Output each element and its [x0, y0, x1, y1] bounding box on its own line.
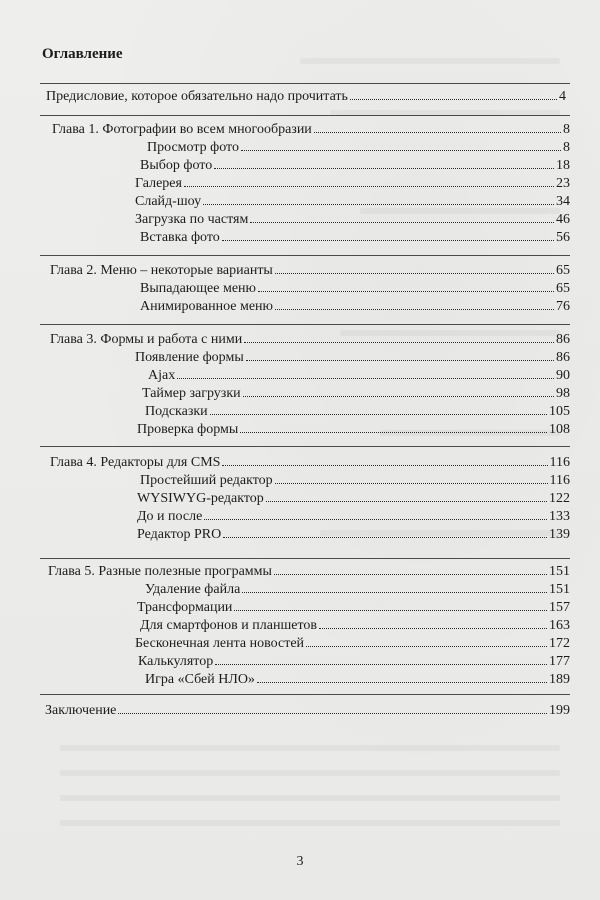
toc-entry-section[interactable]	[145, 403, 570, 420]
page-number: 3	[296, 854, 304, 869]
leader-dots	[203, 204, 554, 205]
toc-entry-title: Простейший редактор	[140, 473, 273, 488]
leader-dots	[243, 396, 554, 397]
toc-entry-section[interactable]	[140, 280, 570, 297]
toc-entry-page: 46	[556, 212, 570, 227]
toc-entry-section[interactable]	[137, 421, 570, 438]
toc-entry-page: 65	[556, 281, 570, 296]
toc-entry-page: 76	[556, 299, 570, 314]
toc-entry-section[interactable]	[135, 211, 570, 228]
toc-entry-title: Появление формы	[135, 350, 244, 365]
toc-entry-page: 18	[556, 158, 570, 173]
toc-entry-title: Глава 1. Фотографии во всем многообразии	[52, 122, 312, 137]
leader-dots	[275, 483, 548, 484]
toc-entry-page: 34	[556, 194, 570, 209]
leader-dots	[258, 291, 554, 292]
toc-entry-page: 98	[556, 386, 570, 401]
toc-entry-section[interactable]	[147, 139, 570, 156]
toc-entry-section[interactable]	[140, 157, 570, 174]
toc-entry-title: WYSIWYG-редактор	[137, 491, 264, 506]
toc-entry-page: 56	[556, 230, 570, 245]
toc-entry-page: 163	[549, 618, 570, 633]
toc-entry-title: Выпадающее меню	[140, 281, 256, 296]
toc-entry-page: 151	[549, 564, 570, 579]
toc-entry-title: Трансформации	[137, 600, 233, 615]
leader-dots	[266, 501, 547, 502]
toc-entry-preface[interactable]	[46, 88, 566, 105]
toc-entry-title: Игра «Сбей НЛО»	[145, 672, 255, 687]
leader-dots	[319, 628, 547, 629]
toc-entry-page: 189	[549, 672, 570, 687]
leader-dots	[215, 664, 547, 665]
leader-dots	[214, 168, 554, 169]
leader-dots	[350, 99, 557, 100]
toc-entry-title: Заключение	[45, 703, 117, 718]
leader-dots	[241, 150, 561, 151]
toc-entry-title: Проверка формы	[137, 422, 239, 437]
toc-entry-title: Вставка фото	[140, 230, 220, 245]
toc-entry-page: 4	[559, 89, 566, 104]
toc-entry-title: Редактор PRO	[137, 527, 222, 542]
leader-dots	[118, 713, 547, 714]
leader-dots	[222, 465, 547, 466]
leader-dots	[306, 646, 547, 647]
leader-dots	[275, 273, 554, 274]
toc-entry-page: 172	[549, 636, 570, 651]
toc-entry-section[interactable]	[137, 526, 570, 543]
toc-entry-section[interactable]	[135, 349, 570, 366]
toc-entry-title: Предисловие, которое обязательно надо прочитать	[46, 89, 348, 104]
toc-entry-section[interactable]	[140, 298, 570, 315]
leader-dots	[250, 222, 554, 223]
toc-entry-page: 8	[563, 122, 570, 137]
toc-entry-title: Глава 3. Формы и работа с ними	[50, 332, 243, 347]
toc-entry-page: 116	[549, 455, 570, 470]
toc-entry-title: Глава 5. Разные полезные программы	[48, 564, 272, 579]
toc-entry-section[interactable]	[145, 581, 570, 598]
toc-entry-page: 122	[549, 491, 570, 506]
toc-entry-title: Таймер загрузки	[142, 386, 241, 401]
toc-entry-section[interactable]	[138, 653, 570, 670]
toc-entry-chapter-1[interactable]	[52, 121, 570, 138]
leader-dots	[246, 360, 554, 361]
toc-entry-title: Глава 4. Редакторы для CMS	[50, 455, 221, 470]
leader-dots	[204, 519, 547, 520]
toc-entry-title: Ajax	[148, 368, 176, 383]
toc-entry-title: Бесконечная лента новостей	[135, 636, 305, 651]
leader-dots	[275, 309, 554, 310]
leader-dots	[210, 414, 547, 415]
leader-dots	[244, 342, 554, 343]
toc-entry-page: 65	[556, 263, 570, 278]
toc-entry-conclusion[interactable]	[45, 702, 570, 719]
toc-heading: Оглавление	[42, 46, 123, 62]
leader-dots	[240, 432, 547, 433]
toc-entry-chapter-4[interactable]	[50, 454, 570, 471]
toc-entry-chapter-5[interactable]	[48, 563, 570, 580]
toc-entry-title: Калькулятор	[138, 654, 214, 669]
toc-entry-page: 199	[549, 703, 570, 718]
toc-entry-section[interactable]	[135, 635, 570, 652]
toc-entry-title: Просмотр фото	[147, 140, 239, 155]
leader-dots	[242, 592, 547, 593]
toc-entry-chapter-3[interactable]	[50, 331, 570, 348]
toc-entry-section[interactable]	[135, 193, 570, 210]
leader-dots	[274, 574, 547, 575]
toc-entry-section[interactable]	[140, 617, 570, 634]
toc-entry-title: Выбор фото	[140, 158, 213, 173]
leader-dots	[177, 378, 554, 379]
leader-dots	[222, 240, 554, 241]
toc-entry-section[interactable]	[148, 367, 570, 384]
toc-entry-page: 86	[556, 332, 570, 347]
toc-entry-page: 108	[549, 422, 570, 437]
toc-entry-page: 157	[549, 600, 570, 615]
toc-entry-section[interactable]	[140, 229, 570, 246]
toc-entry-page: 151	[549, 582, 570, 597]
toc-entry-page: 86	[556, 350, 570, 365]
toc-entry-title: Глава 2. Меню – некоторые варианты	[50, 263, 273, 278]
toc-entry-page: 8	[563, 140, 570, 155]
toc-entry-page: 133	[549, 509, 570, 524]
toc-entry-title: Анимированное меню	[140, 299, 273, 314]
toc-entry-section[interactable]	[137, 508, 570, 525]
leader-dots	[223, 537, 547, 538]
leader-dots	[184, 186, 554, 187]
toc-entry-page: 23	[556, 176, 570, 191]
toc-entry-page: 177	[549, 654, 570, 669]
toc-entry-section[interactable]	[145, 671, 570, 688]
toc-entry-title: Загрузка по частям	[135, 212, 249, 227]
toc-entry-section[interactable]	[135, 175, 570, 192]
toc-entry-section[interactable]	[137, 490, 570, 507]
toc-entry-section[interactable]	[137, 599, 570, 616]
leader-dots	[257, 682, 547, 683]
toc-entry-page: 139	[549, 527, 570, 542]
toc-entry-title: Для смартфонов и планшетов	[140, 618, 317, 633]
toc-entry-page: 116	[549, 473, 570, 488]
toc-entry-chapter-2[interactable]	[50, 262, 570, 279]
toc-entry-page: 105	[549, 404, 570, 419]
leader-dots	[234, 610, 547, 611]
toc-entry-section[interactable]	[140, 472, 570, 489]
leader-dots	[314, 132, 561, 133]
toc-entry-page: 90	[556, 368, 570, 383]
toc-entry-title: Удаление файла	[145, 582, 241, 597]
toc-entry-section[interactable]	[142, 385, 570, 402]
toc-entry-title: Галерея	[135, 176, 182, 191]
toc-entry-title: Подсказки	[145, 404, 208, 419]
toc-entry-title: Слайд-шоу	[135, 194, 202, 209]
toc-entry-title: До и после	[137, 509, 203, 524]
